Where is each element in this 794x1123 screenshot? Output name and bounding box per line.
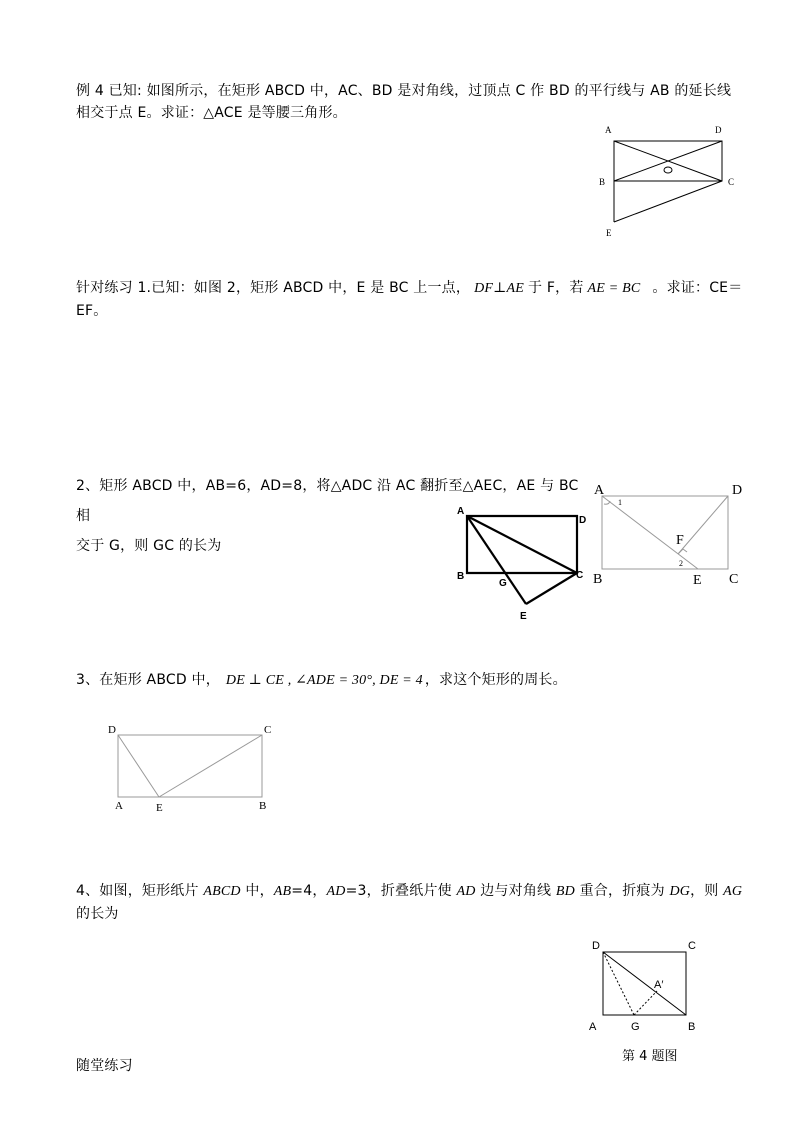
footer-label: 随堂练习 bbox=[76, 1058, 133, 1074]
p1-label-c: C bbox=[729, 572, 739, 587]
p4-label-b: B bbox=[688, 1021, 696, 1033]
p3-label-e: E bbox=[156, 802, 163, 814]
ex4-label-a: A bbox=[605, 125, 612, 135]
problem3-math: DE ⊥ CE , ∠ADE = 30°, DE = 4 bbox=[225, 673, 423, 688]
problem4-figure bbox=[584, 935, 704, 1040]
practice1-line1 bbox=[76, 277, 760, 300]
p1-label-a: A bbox=[594, 483, 605, 498]
p1-label-b: B bbox=[593, 572, 603, 587]
p4-math-ag: AG bbox=[723, 884, 743, 899]
p4-seg-mid2: =4， bbox=[291, 883, 327, 899]
problem4-line2: 的长为 bbox=[76, 906, 119, 922]
p2-label-g: G bbox=[499, 578, 507, 589]
p4-label-d: D bbox=[592, 940, 600, 952]
p2-label-d: D bbox=[579, 515, 587, 526]
problem3-text bbox=[76, 669, 760, 692]
p4-seg-mid4: 边与对角线 bbox=[475, 883, 556, 899]
problem3-text-b: ，求这个矩形的周长。 bbox=[424, 672, 567, 688]
problem4-line1 bbox=[76, 880, 760, 903]
p4-seg-mid1: 中， bbox=[240, 883, 274, 899]
p3-label-a: A bbox=[115, 800, 123, 812]
p4-math-ad2: AD bbox=[456, 884, 476, 899]
problem2-figure bbox=[452, 500, 597, 625]
p4-math-abcd: ABCD bbox=[203, 884, 241, 899]
p1-angle-2: 2 bbox=[679, 559, 683, 568]
p4-label-g: G bbox=[631, 1021, 640, 1033]
p4-math-ad: AD bbox=[326, 884, 346, 899]
example4-text bbox=[76, 80, 760, 124]
p4-seg-mid5: 重合，折痕为 bbox=[574, 883, 670, 899]
ex4-label-b: B bbox=[599, 177, 606, 187]
p4-label-c: C bbox=[688, 940, 696, 952]
example4-line2: 相交于点 E。求证：△ACE 是等腰三角形。 bbox=[76, 105, 347, 121]
p2-label-a: A bbox=[457, 506, 465, 517]
practice1-text-c: 。求证：CE＝ bbox=[652, 280, 743, 296]
p4-math-bd: BD bbox=[555, 884, 575, 899]
p1-label-d: D bbox=[732, 483, 743, 498]
ex4-label-c: C bbox=[728, 177, 735, 187]
problem3-figure bbox=[104, 720, 284, 816]
p4-label-aprime: A′ bbox=[654, 979, 664, 991]
practice1-text-b: 于 F，若 bbox=[528, 280, 584, 296]
practice1-math-perp: DF⊥AE bbox=[474, 281, 525, 296]
problem2-line2: 交于 G，则 GC 的长为 bbox=[76, 538, 222, 554]
practice1-math-equal: AE = BC bbox=[587, 281, 641, 296]
p4-seg-pre: 4、如图，矩形纸片 bbox=[76, 883, 204, 899]
ex4-label-e: E bbox=[606, 228, 612, 238]
p4-seg-mid6: ，则 bbox=[690, 883, 724, 899]
p3-label-c: C bbox=[264, 724, 272, 736]
p1-label-f: F bbox=[676, 533, 684, 548]
p1-angle-1: 1 bbox=[618, 498, 622, 507]
practice1-line2: EF。 bbox=[76, 303, 108, 319]
practice1-text-a: 针对练习 1.已知：如图 2，矩形 ABCD 中，E 是 BC 上一点， bbox=[76, 280, 471, 296]
problem4-text bbox=[76, 880, 760, 925]
p3-label-d: D bbox=[108, 724, 116, 736]
p3-label-b: B bbox=[259, 800, 267, 812]
p2-label-b: B bbox=[457, 571, 465, 582]
problem2-line1: 2、矩形 ABCD 中，AB=6，AD=8，将△ADC 沿 AC 翻折至△AEC，AE 与 BC 相 bbox=[76, 478, 579, 524]
p4-math-ab: AB bbox=[273, 884, 292, 899]
problem4-caption: 第 4 题图 bbox=[622, 1049, 678, 1064]
ex4-label-d: D bbox=[715, 125, 722, 135]
p2-label-c: C bbox=[576, 570, 584, 581]
problem3-text-a: 3、在矩形 ABCD 中， bbox=[76, 672, 220, 688]
example4-figure bbox=[596, 122, 746, 244]
p1-label-e: E bbox=[693, 573, 702, 588]
example4-line1: 例 4 已知: 如图所示，在矩形 ABCD 中，AC、BD 是对角线，过顶点 C 作 BD 的平行线与 AB 的延长线 bbox=[76, 83, 732, 99]
p4-seg-mid3: =3，折叠纸片使 bbox=[345, 883, 457, 899]
practice1-text bbox=[76, 277, 760, 322]
p4-label-a: A bbox=[589, 1021, 597, 1033]
p2-label-e: E bbox=[520, 611, 527, 622]
practice1-figure bbox=[590, 480, 760, 590]
p4-math-dg: DG bbox=[669, 884, 691, 899]
